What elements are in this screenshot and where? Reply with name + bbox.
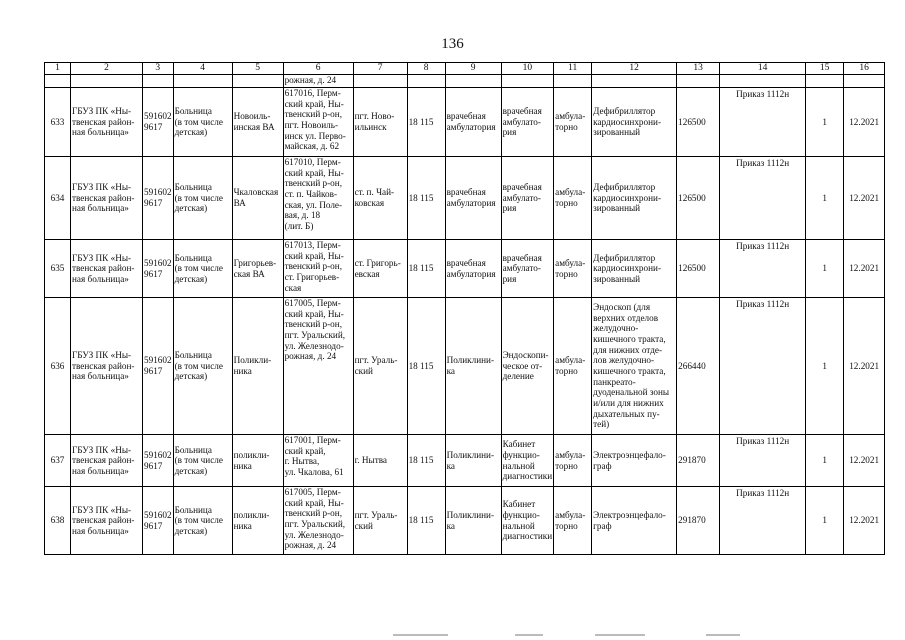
organization-name: ГБУЗ ПК «Ны- твенская район- ная больница» <box>71 240 143 298</box>
order-reference <box>720 298 806 435</box>
table-row <box>45 157 885 240</box>
equipment-name: Электроэнцефало- граф <box>592 435 677 487</box>
row-number: 633 <box>45 88 71 157</box>
equipment-name: Дефибриллятор кардиосинхрони- зированный <box>592 240 677 298</box>
organization-name: ГБУЗ ПК «Ны- твенская район- ная больница» <box>71 88 143 157</box>
population: 18 115 <box>407 88 445 157</box>
page-number: 136 <box>441 36 464 52</box>
scan-artifact <box>595 634 645 636</box>
care-form: амбула- торно <box>554 240 592 298</box>
care-form: амбула- торно <box>554 157 592 240</box>
row-number: 638 <box>45 487 71 555</box>
address: 617010, Перм- ский край, Ны- твенский р-он, ст. п. Чайков- ская, ул. Поле- вая, д. 18 (лит. Б) <box>283 157 353 240</box>
unit-name: Новоиль- инская ВА <box>232 88 283 157</box>
population: 18 115 <box>407 240 445 298</box>
column-number-row <box>45 63 885 75</box>
population: 18 115 <box>407 435 445 487</box>
scan-artifact <box>515 634 543 636</box>
order-reference-text: Приказ 1112н <box>736 89 790 100</box>
order-reference <box>720 240 806 298</box>
row-number: 634 <box>45 157 71 240</box>
cost: 126500 <box>677 88 720 157</box>
order-reference-text: Приказ 1112н <box>736 299 790 310</box>
cost: 266440 <box>677 298 720 435</box>
facility-kind: Поликлини- ка <box>445 298 501 435</box>
department: врачебная амбулато- рия <box>501 240 554 298</box>
scan-artifact <box>706 634 740 636</box>
facility-kind: врачебная амбулатория <box>445 157 501 240</box>
population: 18 115 <box>407 298 445 435</box>
department: Кабинет функцио- нальной диагностики <box>501 487 554 555</box>
order-reference-text: Приказ 1112н <box>736 158 790 169</box>
column-number: 12 <box>592 63 677 75</box>
organization-code: 591602 9617 <box>143 487 174 555</box>
facility-type: Больница (в том числе детская) <box>173 487 232 555</box>
care-form: амбула- торно <box>554 298 592 435</box>
column-number: 16 <box>844 63 885 75</box>
table-row <box>45 240 885 298</box>
facility-type: Больница (в том числе детская) <box>173 157 232 240</box>
delivery-date: 12.2021 <box>844 435 885 487</box>
equipment-name: Электроэнцефало- граф <box>592 487 677 555</box>
organization-code: 591602 9617 <box>143 157 174 240</box>
organization-code: 591602 9617 <box>143 88 174 157</box>
column-number: 7 <box>353 63 407 75</box>
table-row <box>45 298 885 435</box>
facility-type: Больница (в том числе детская) <box>173 298 232 435</box>
scan-artifact <box>393 634 448 636</box>
quantity: 1 <box>806 157 844 240</box>
equipment-table <box>44 62 885 555</box>
organization-code: 591602 9617 <box>143 298 174 435</box>
order-reference <box>720 487 806 555</box>
column-number: 6 <box>283 63 353 75</box>
organization-code: 591602 9617 <box>143 435 174 487</box>
unit-name: Поликли- ника <box>232 298 283 435</box>
organization-name: ГБУЗ ПК «Ны- твенская район- ная больница» <box>71 435 143 487</box>
facility-type: Больница (в том числе детская) <box>173 88 232 157</box>
facility-kind: Поликлини- ка <box>445 487 501 555</box>
organization-name: ГБУЗ ПК «Ны- твенская район- ная больница» <box>71 157 143 240</box>
population: 18 115 <box>407 487 445 555</box>
table-row <box>45 487 885 555</box>
cost: 126500 <box>677 240 720 298</box>
quantity: 1 <box>806 240 844 298</box>
order-reference-text: Приказ 1112н <box>736 436 790 447</box>
column-number: 9 <box>445 63 501 75</box>
organization-name: ГБУЗ ПК «Ны- твенская район- ная больница» <box>71 298 143 435</box>
population: 18 115 <box>407 157 445 240</box>
cost: 291870 <box>677 435 720 487</box>
continuation-address: рожная, д. 24 <box>283 75 353 88</box>
organization-name: ГБУЗ ПК «Ны- твенская район- ная больница» <box>71 487 143 555</box>
delivery-date: 12.2021 <box>844 88 885 157</box>
equipment-name: Дефибриллятор кардиосинхрони- зированный <box>592 157 677 240</box>
delivery-date: 12.2021 <box>844 298 885 435</box>
column-number: 4 <box>173 63 232 75</box>
locality: пгт. Ураль- ский <box>353 298 407 435</box>
column-number: 15 <box>806 63 844 75</box>
address: 617005, Перм- ский край, Ны- твенский р-он, пгт. Уральский, ул. Железнодо- рожная, д. 24 <box>283 487 353 555</box>
equipment-name: Эндоскоп (для верхних отделов желудочно- кишечного тракта, для нижних отде- лов желудочно- кишечного тракта, панкреато- дуоденальной зоны и/или для нижних дыхательных пу- тей) <box>592 298 677 435</box>
order-reference-text: Приказ 1112н <box>736 488 790 499</box>
column-number: 11 <box>554 63 592 75</box>
quantity: 1 <box>806 435 844 487</box>
delivery-date: 12.2021 <box>844 240 885 298</box>
unit-name: Григорьев- ская ВА <box>232 240 283 298</box>
quantity: 1 <box>806 298 844 435</box>
care-form: амбула- торно <box>554 435 592 487</box>
continuation-row <box>45 75 885 88</box>
delivery-date: 12.2021 <box>844 487 885 555</box>
facility-type: Больница (в том числе детская) <box>173 240 232 298</box>
care-form: амбула- торно <box>554 88 592 157</box>
address: 617005, Перм- ский край, Ны- твенский р-он, пгт. Уральский, ул. Железнодо- рожная, д. 24 <box>283 298 353 435</box>
unit-name: поликли- ника <box>232 435 283 487</box>
quantity: 1 <box>806 88 844 157</box>
row-number: 637 <box>45 435 71 487</box>
column-number: 5 <box>232 63 283 75</box>
order-reference <box>720 157 806 240</box>
address: 617001, Перм- ский край, г. Нытва, ул. Чкалова, 61 <box>283 435 353 487</box>
address: 617013, Перм- ский край, Ны- твенский р-он, ст. Григорьев- ская <box>283 240 353 298</box>
locality: пгт. Ураль- ский <box>353 487 407 555</box>
order-reference <box>720 88 806 157</box>
column-number: 8 <box>407 63 445 75</box>
facility-type: Больница (в том числе детская) <box>173 435 232 487</box>
locality: пгт. Ново- ильинск <box>353 88 407 157</box>
cost: 291870 <box>677 487 720 555</box>
order-reference-text: Приказ 1112н <box>736 241 790 252</box>
column-number: 13 <box>677 63 720 75</box>
column-number: 3 <box>143 63 174 75</box>
table-row <box>45 88 885 157</box>
facility-kind: Поликлини- ка <box>445 435 501 487</box>
unit-name: поликли- ника <box>232 487 283 555</box>
column-number: 10 <box>501 63 554 75</box>
facility-kind: врачебная амбулатория <box>445 88 501 157</box>
department: врачебная амбулато- рия <box>501 157 554 240</box>
organization-code: 591602 9617 <box>143 240 174 298</box>
order-reference <box>720 435 806 487</box>
column-number: 14 <box>720 63 806 75</box>
equipment-name: Дефибриллятор кардиосинхрони- зированный <box>592 88 677 157</box>
cost: 126500 <box>677 157 720 240</box>
care-form: амбула- торно <box>554 487 592 555</box>
column-number: 2 <box>71 63 143 75</box>
address: 617016, Перм- ский край, Ны- твенский р-он, пгт. Новоиль- инск ул. Перво- майская, д. 62 <box>283 88 353 157</box>
department: врачебная амбулато- рия <box>501 88 554 157</box>
locality: ст. Григорь- евская <box>353 240 407 298</box>
department: Кабинет функцио- нальной диагностики <box>501 435 554 487</box>
table-row <box>45 435 885 487</box>
column-number: 1 <box>45 63 71 75</box>
locality: ст. п. Чай- ковская <box>353 157 407 240</box>
facility-kind: врачебная амбулатория <box>445 240 501 298</box>
unit-name: Чкаловская ВА <box>232 157 283 240</box>
row-number: 636 <box>45 298 71 435</box>
delivery-date: 12.2021 <box>844 157 885 240</box>
row-number: 635 <box>45 240 71 298</box>
department: Эндоскопи- ческое от- деление <box>501 298 554 435</box>
locality: г. Нытва <box>353 435 407 487</box>
quantity: 1 <box>806 487 844 555</box>
